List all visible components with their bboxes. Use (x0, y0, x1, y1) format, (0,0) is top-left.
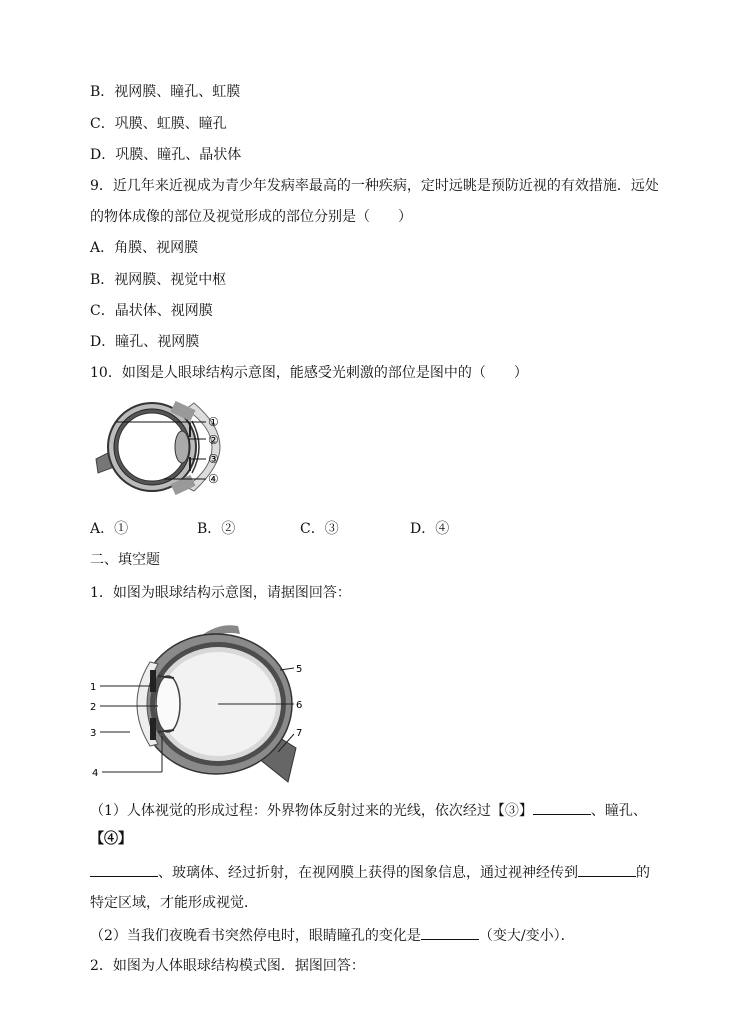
q10-label-3: ③ (208, 452, 219, 466)
fill1-label-6: 6 (296, 700, 303, 711)
fill1-label-1: 1 (90, 682, 97, 693)
q8-option-b: B．视网膜、瞳孔、虹膜 (90, 84, 241, 100)
q10-label-4: ④ (208, 472, 219, 486)
q9-stem-line1: 9．近几年来近视成为青少年发病率最高的一种疾病，定时远眺是预防近视的有效措施．远处 (90, 178, 659, 194)
q8-option-c: C．巩膜、虹膜、瞳孔 (90, 116, 227, 132)
fill1-part1-text-b: 、瞳孔、 (590, 803, 647, 819)
eye-diagram-large (88, 618, 318, 790)
fill1-part1-line1 (90, 800, 647, 821)
section-title: 二、填空题 (90, 552, 160, 568)
q10-stem: 10．如图是人眼球结构示意图，能感受光刺激的部位是图中的（ ） (90, 365, 528, 381)
q9-stem-line2: 的物体成像的部位及视觉形成的部位分别是（ ） (90, 209, 412, 225)
q10-option-a: A．① (90, 521, 129, 537)
fill1-part1-text-d: 、玻璃体、经过折射，在视网膜上获得的图象信息，通过视神经传到 (158, 865, 578, 881)
fill1-part1-line4: 特定区域，才能形成视觉． (90, 895, 258, 911)
q9-option-d: D．瞳孔、视网膜 (90, 334, 200, 350)
fill2-stem: 2．如图为人体眼球结构模式图．据图回答： (90, 958, 365, 974)
q9-option-b: B．视网膜、视觉中枢 (90, 272, 227, 288)
fill1-part1-text-e: 的 (636, 865, 650, 881)
fill1-blank-pupil[interactable] (421, 925, 479, 940)
fill1-part1-line3 (90, 862, 650, 883)
q10-option-c: C．③ (300, 521, 339, 537)
fill1-part2-text-b: （变大/变小）． (478, 928, 575, 944)
fill1-part1-line2: 【④】 (90, 831, 132, 847)
fill1-label-2: 2 (90, 702, 97, 713)
q10-option-b: B．② (197, 521, 236, 537)
fill1-label-5: 5 (296, 664, 303, 675)
fill1-label-3: 3 (90, 728, 97, 739)
fill1-blank-3[interactable] (533, 800, 591, 815)
q9-option-a: A．角膜、视网膜 (90, 240, 199, 256)
q9-option-c: C．晶状体、视网膜 (90, 303, 213, 319)
fill1-part1-text-a: （1）人体视觉的形成过程：外界物体反射过来的光线，依次经过【③】 (90, 803, 533, 819)
fill1-part2 (90, 925, 575, 946)
fill1-blank-brain[interactable] (578, 862, 636, 877)
eye-diagram-small (94, 397, 234, 505)
q8-option-d: D．巩膜、瞳孔、晶状体 (90, 147, 242, 163)
fill1-label-7: 7 (296, 728, 303, 739)
fill1-stem: 1．如图为眼球结构示意图，请据图回答： (90, 585, 351, 601)
q10-option-d: D．④ (410, 521, 450, 537)
fill1-part2-text-a: （2）当我们夜晚看书突然停电时，眼睛瞳孔的变化是 (90, 928, 421, 944)
fill1-blank-4[interactable] (90, 862, 158, 877)
q10-label-1: ① (208, 415, 219, 429)
fill1-label-4: 4 (92, 768, 99, 779)
q10-label-2: ② (208, 433, 219, 447)
